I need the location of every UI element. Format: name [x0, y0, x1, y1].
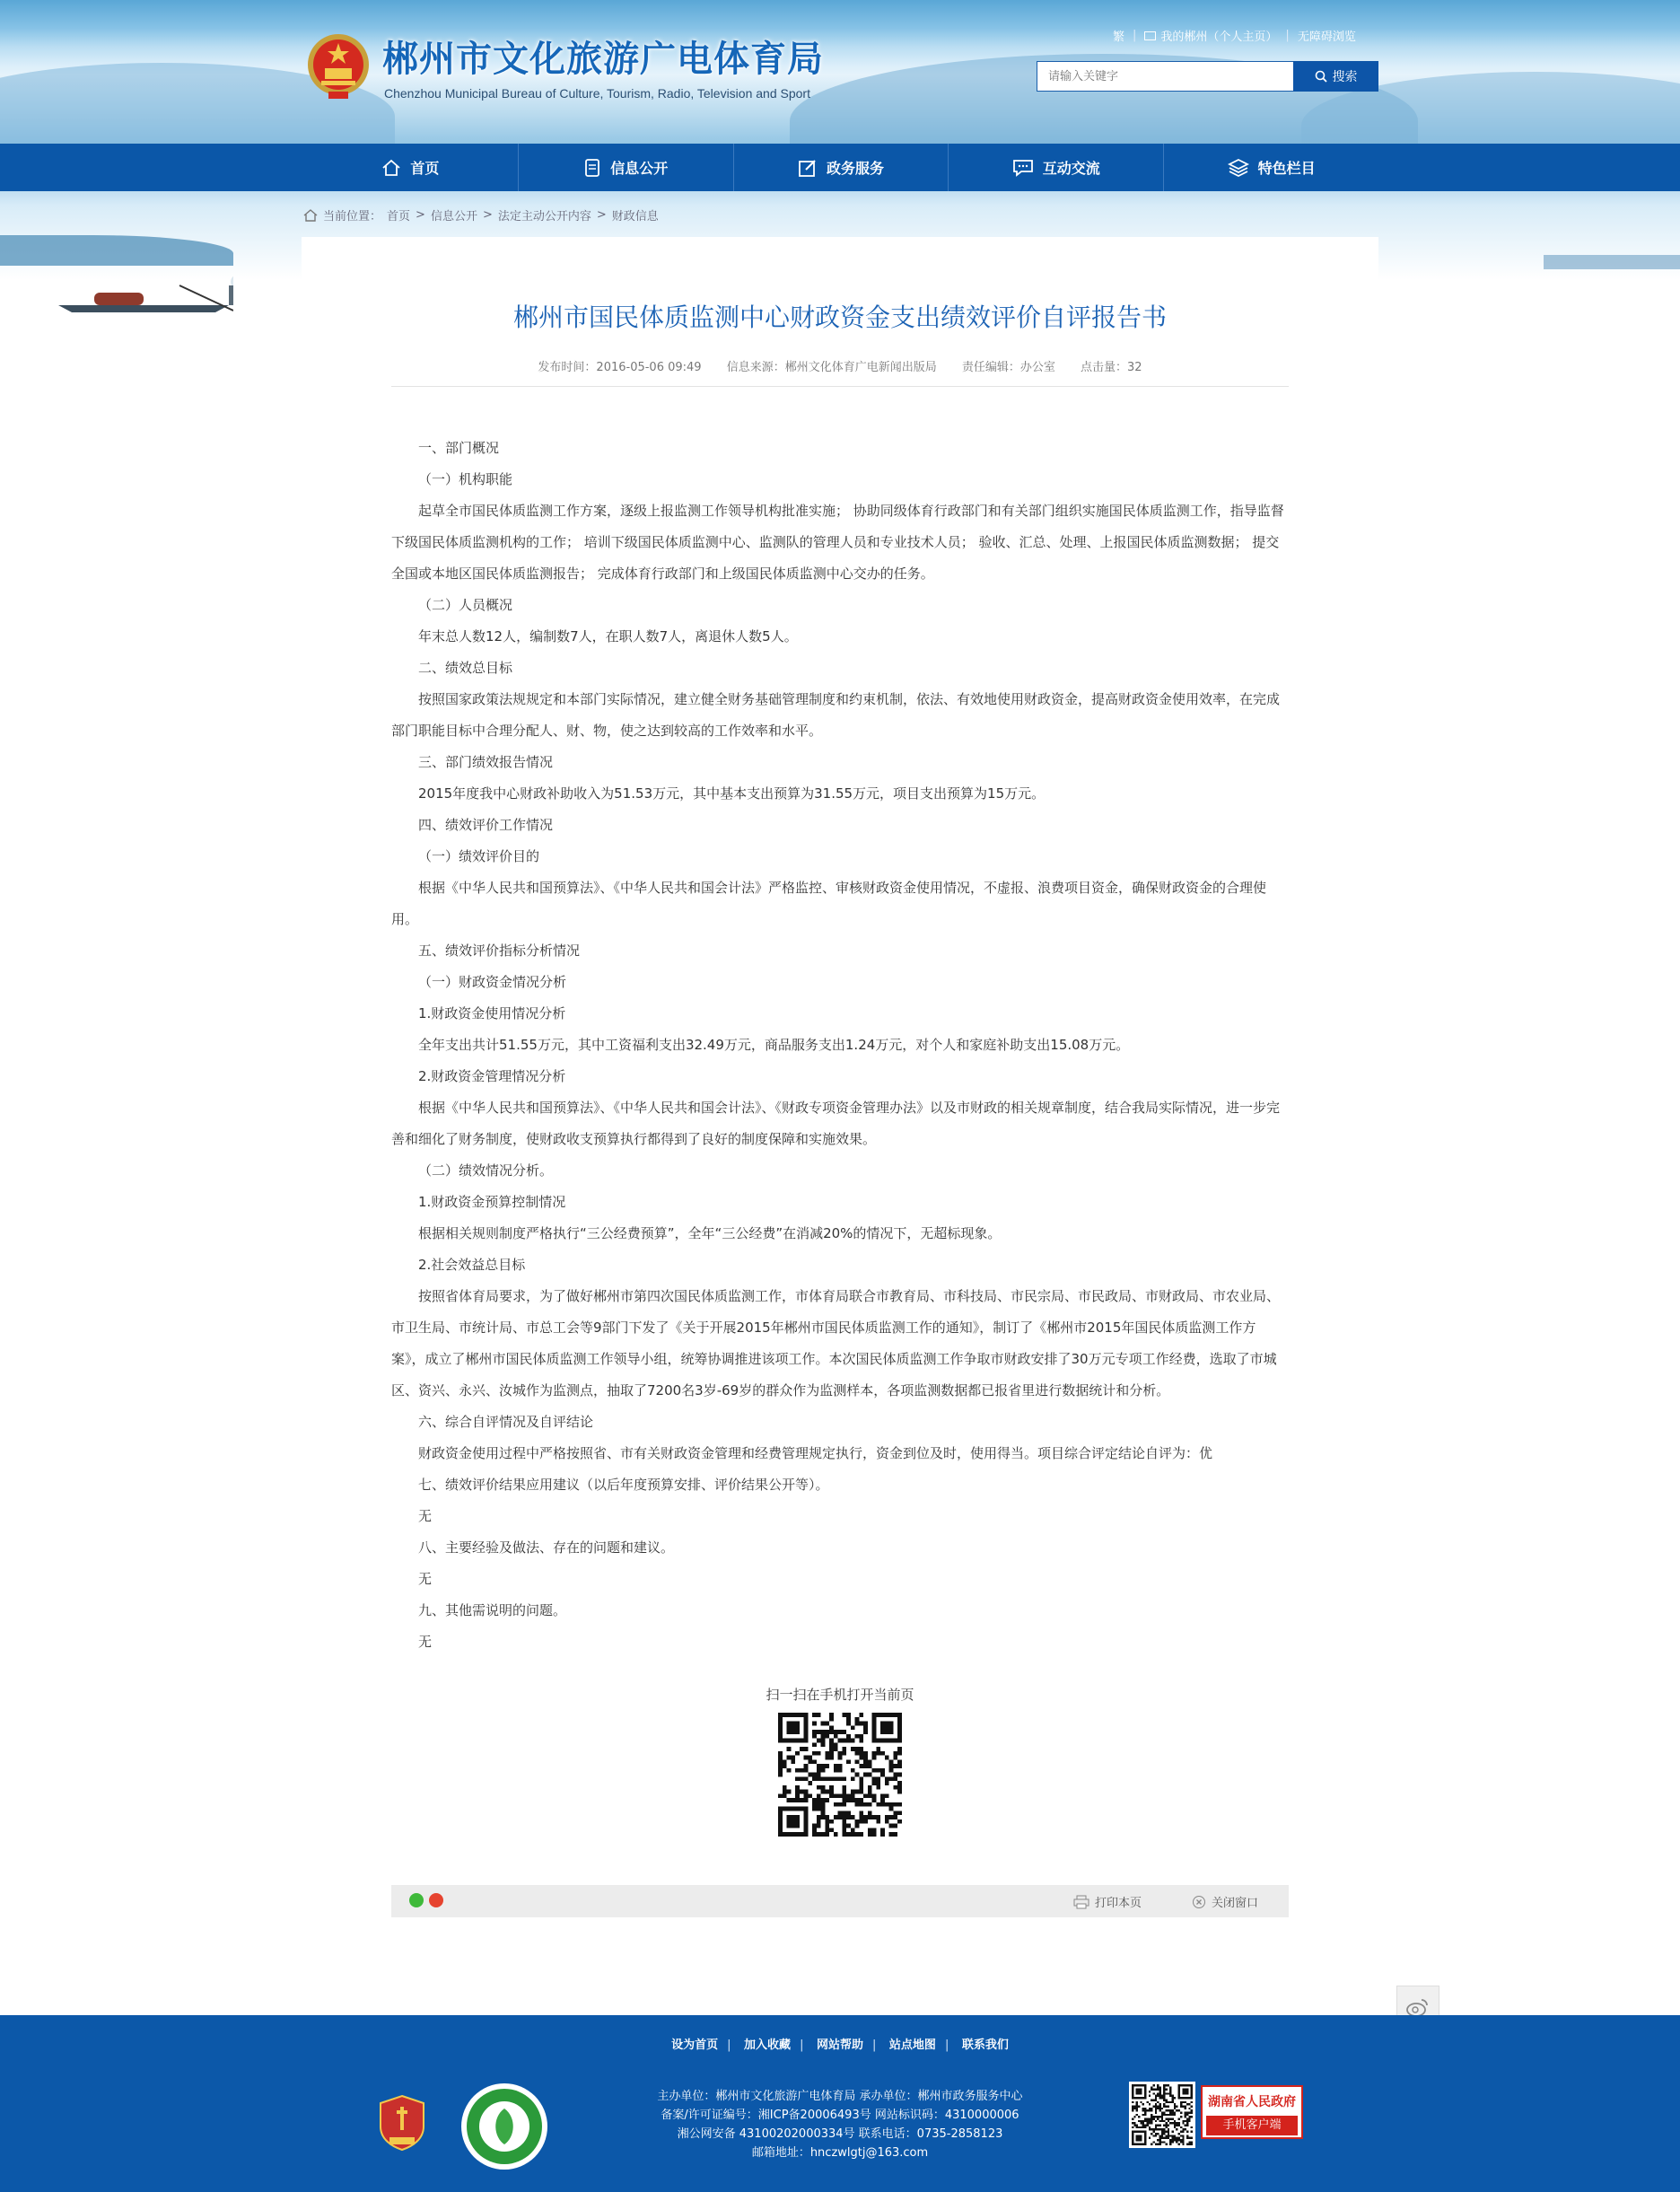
site-header — [0, 0, 1680, 144]
national-emblem-icon — [305, 31, 372, 102]
paragraph: 全年支出共计51.55万元，其中工资福利支出32.49万元，商品服务支出1.24万元，对个人和家庭补助支出15.08万元。 — [418, 1037, 1130, 1053]
view-count: 点击量：32 — [1081, 361, 1142, 374]
home-icon — [303, 209, 318, 222]
separator: | — [1285, 29, 1290, 42]
article-body — [391, 433, 1289, 1658]
footer-link-sitemap[interactable]: 站点地图 — [888, 2039, 936, 2052]
footer-links: 设为首页 | 加入收藏 | 网站帮助 | 站点地图 | 联系我们 — [671, 2039, 1009, 2052]
nav-item-interaction[interactable] — [949, 144, 1164, 191]
accessibility-link[interactable]: 无障碍浏览 — [1297, 31, 1356, 44]
separator: | — [1133, 29, 1137, 42]
close-label: 关闭窗口 — [1212, 1897, 1259, 1910]
paragraph: 根据相关规则制度严格执行“三公经费预算”，全年“三公经费”在消减20%的情况下，无超标现象。 — [418, 1225, 1002, 1241]
paragraph: 根据《中华人民共和国预算法》、《中华人民共和国会计法》严格监控、审核财政资金使用情况，不虚报、浪费项目资金，确保财政资金的合理使用。 — [391, 880, 1267, 927]
nav-item-label: 首页 — [410, 160, 440, 177]
paragraph: 无 — [418, 1634, 433, 1650]
breadcrumb-item[interactable]: 财政信息 — [611, 210, 659, 224]
paragraph: 2.财政资金管理情况分析 — [418, 1068, 566, 1084]
divider — [391, 386, 1289, 387]
breadcrumb-prefix: 当前位置： — [323, 210, 382, 224]
publish-time: 发布时间：2016-05-06 09:49 — [538, 361, 702, 374]
hunan-gov-app-badge[interactable] — [1201, 2085, 1303, 2139]
paragraph: 四、绩效评价工作情况 — [418, 817, 554, 833]
paragraph: 1.财政资金预算控制情况 — [418, 1194, 566, 1210]
paragraph: 九、其他需说明的问题。 — [418, 1602, 567, 1618]
paragraph: 七、绩效评价结果应用建议（以后年度预算安排、评价结果公开等）。 — [418, 1477, 829, 1493]
paragraph: 按照国家政策法规规定和本部门实际情况，建立健全财务基础管理制度和约束机制，依法、有效地使用财政资金，提高财政资金使用效率，在完成部门职能目标中合理分配人、财、物，使之达到较高的工作效率和水平。 — [391, 691, 1281, 739]
search-input[interactable] — [1037, 62, 1293, 91]
site-subtitle: Chenzhou Municipal Bureau of Culture, Tourism, Radio, Television and Sport — [384, 86, 810, 101]
nav-item-home[interactable] — [303, 144, 519, 191]
article-title: 郴州市国民体质监测中心财政资金支出绩效评价自评报告书 — [512, 302, 1167, 332]
paragraph: （一）机构职能 — [418, 471, 513, 487]
print-label: 打印本页 — [1095, 1897, 1142, 1910]
chat-icon — [1012, 159, 1034, 177]
weibo-icon[interactable] — [429, 1893, 443, 1907]
search-button-label: 搜索 — [1332, 70, 1358, 84]
paragraph: 一、部门概况 — [418, 440, 500, 456]
info-source: 信息来源：郴州文化体育广电新闻出版局 — [726, 361, 937, 374]
search-button[interactable] — [1293, 61, 1378, 92]
responsible-editor: 责任编辑：办公室 — [961, 361, 1055, 374]
breadcrumb-item[interactable]: 法定主动公开内容 — [497, 210, 591, 224]
close-icon — [1192, 1895, 1206, 1909]
nav-item-label: 信息公开 — [610, 160, 669, 177]
breadcrumb-item[interactable]: 信息公开 — [430, 210, 477, 224]
search-icon — [1315, 70, 1327, 83]
print-page-link[interactable] — [1073, 1893, 1142, 1910]
paragraph: （一）绩效评价目的 — [418, 848, 540, 864]
footer-email: 邮箱地址：hnczwlgtj@163.com — [751, 2146, 929, 2160]
traditional-chinese-link[interactable]: 繁 — [1113, 31, 1125, 44]
edit-icon — [798, 158, 818, 178]
home-icon — [381, 159, 401, 177]
footer-sponsor: 主办单位：郴州市文化旅游广电体育局 承办单位：郴州市政务服务中心 — [657, 2090, 1023, 2103]
top-links — [1113, 27, 1356, 44]
qr-label: 扫一扫在手机打开当前页 — [766, 1687, 914, 1703]
monitor-icon — [1144, 31, 1156, 40]
wechat-icon[interactable] — [409, 1893, 424, 1907]
site-title: 郴州市文化旅游广电体育局 — [382, 39, 824, 80]
nav-item-gov-services[interactable] — [734, 144, 949, 191]
paragraph: 年末总人数12人，编制数7人，在职人数7人，离退休人数5人。 — [418, 628, 798, 644]
paragraph: 无 — [418, 1571, 433, 1587]
breadcrumb-separator: > — [416, 208, 425, 222]
nav-item-label: 特色栏目 — [1257, 160, 1316, 177]
paragraph: （二）绩效情况分析。 — [418, 1162, 554, 1179]
paragraph: 八、主要经验及做法、存在的问题和建议。 — [418, 1539, 675, 1556]
app-subtitle: 手机客户端 — [1206, 2116, 1298, 2135]
breadcrumb-separator: > — [596, 208, 607, 222]
paragraph: 六、综合自评情况及自评结论 — [418, 1414, 594, 1430]
share-bar — [391, 1885, 1289, 1917]
paragraph: 二、绩效总目标 — [418, 660, 513, 676]
paragraph: 按照省体育局要求，为了做好郴州市第四次国民体质监测工作，市体育局联合市教育局、市科技局、市民宗局、市民政局、市财政局、市农业局、市卫生局、市统计局、市总工会等9部门下发了《关于开展2015年郴州市国民体质监测工作的通知》，制订了《郴州市2015年国民体质监测工作方案》，成立了郴州市国民体质监测工作领导小组，统筹协调推进该项工作。本次国民体质监测工作争取市财政安排了30万元专项工作经费，选取了市城区、资兴、永兴、汝城作为监测点，抽取了7200名3岁-69岁的群众作为监测样本，各项监测数据都已报省里进行数据统计和分析。 — [391, 1288, 1281, 1398]
footer-icp: 备案/许可证编号：湘ICP备20006493号 网站标识码：4310000006 — [661, 2109, 1019, 2122]
paragraph: 1.财政资金使用情况分析 — [418, 1005, 566, 1021]
document-icon — [583, 158, 601, 178]
paragraph: 起草全市国民体质监测工作方案，逐级上报监测工作领导机构批准实施； 协助同级体育行政部门和有关部门组织实施国民体质监测工作，指导监督下级国民体质监测机构的工作； 培训下级国民体质监测中心、监测队的管理人员和专业技术人员； 验收、汇总、处理、上报国民体质监测数据； 提交全国或本地区国民体质监测报告； 完成体育行政部门和上级国民体质监测中心交办的任务。 — [391, 503, 1284, 582]
paragraph: 2015年度我中心财政补助收入为51.53万元，其中基本支出预算为31.55万元，项目支出预算为15万元。 — [418, 785, 1046, 802]
paragraph: 财政资金使用过程中严格按照省、市有关财政资金管理和经费管理规定执行，资金到位及时，使用得当。项目综合评定结论自评为：优 — [418, 1445, 1213, 1461]
paragraph: 根据《中华人民共和国预算法》、《中华人民共和国会计法》、《财政专项资金管理办法》以及市财政的相关规章制度，结合我局实际情况，进一步完善和细化了财务制度，使财政收支预算执行都得到了良好的制度保障和实施效果。 — [391, 1100, 1281, 1147]
footer-link-set-home[interactable]: 设为首页 — [671, 2039, 719, 2052]
app-title: 湖南省人民政府 — [1208, 2095, 1296, 2109]
paragraph: 无 — [418, 1508, 433, 1524]
nav-item-label: 政务服务 — [826, 160, 884, 177]
breadcrumb-separator: > — [482, 208, 493, 222]
printer-icon — [1073, 1895, 1089, 1909]
paragraph: （一）财政资金情况分析 — [418, 974, 567, 990]
paragraph: 2.社会效益总目标 — [418, 1257, 526, 1273]
nav-item-featured[interactable] — [1164, 144, 1378, 191]
article-meta — [302, 357, 1378, 374]
site-footer — [0, 2015, 1680, 2192]
footer-link-help[interactable]: 网站帮助 — [816, 2039, 863, 2052]
paragraph: 三、部门绩效报告情况 — [418, 754, 554, 770]
paragraph: （二）人员概况 — [418, 597, 513, 613]
layers-icon — [1228, 158, 1249, 178]
qr-code — [778, 1713, 902, 1837]
search-box — [1037, 61, 1378, 92]
footer-qr-code — [1129, 2082, 1195, 2148]
breadcrumb — [303, 206, 659, 224]
my-chenzhou-link[interactable]: 我的郴州（个人主页） — [1160, 31, 1278, 44]
footer-link-bookmark[interactable]: 加入收藏 — [744, 2039, 792, 2052]
boat-illustration — [54, 276, 233, 321]
close-window-link[interactable] — [1192, 1893, 1258, 1910]
footer-link-contact[interactable]: 联系我们 — [961, 2039, 1009, 2052]
breadcrumb-item[interactable]: 首页 — [387, 210, 411, 224]
nav-item-info-disclosure[interactable] — [519, 144, 734, 191]
footer-info — [0, 2087, 1680, 2162]
nav-item-label: 互动交流 — [1042, 160, 1100, 177]
footer-police-record: 湘公网安备 43100202000334号 联系电话：0735-2858123 — [677, 2127, 1003, 2141]
content-panel — [302, 237, 1378, 1942]
main-nav — [0, 144, 1680, 191]
paragraph: 五、绩效评价指标分析情况 — [418, 943, 581, 959]
